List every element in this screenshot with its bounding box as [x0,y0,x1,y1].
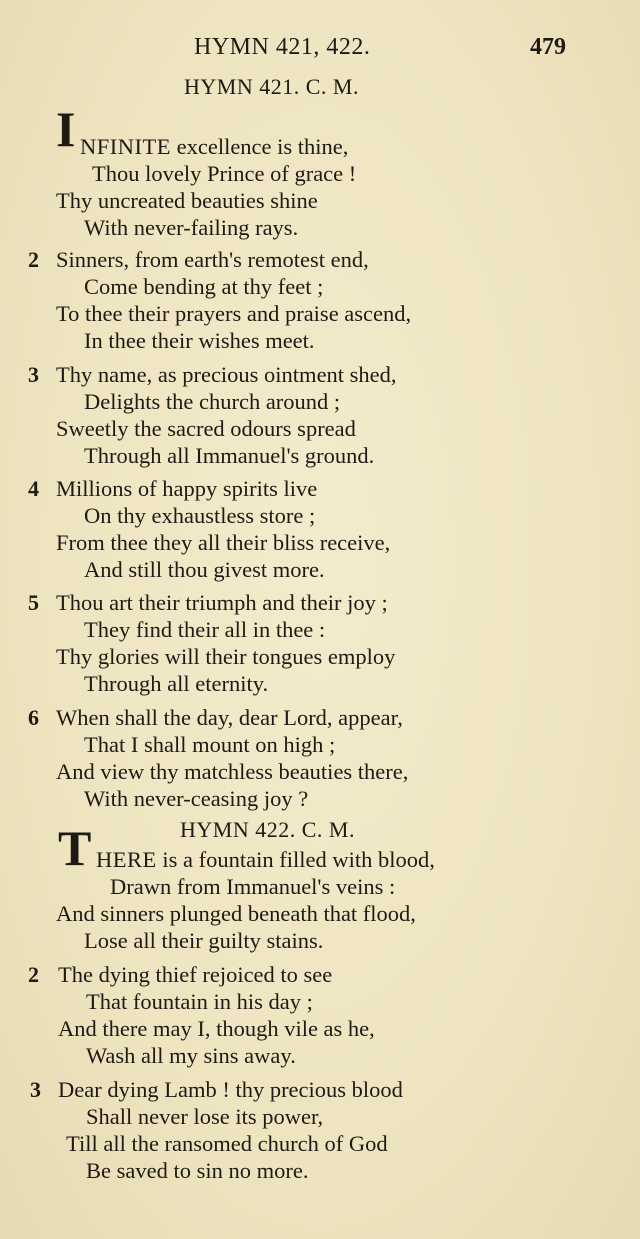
verse-line: That fountain in his day ; [86,989,313,1014]
drop-cap: T [58,820,92,876]
verse-number: 5 [28,590,39,615]
verse-line: With never-failing rays. [84,215,299,240]
running-head [0,34,640,64]
verse-line: To thee their prayers and praise ascend, [56,301,412,326]
verse-line: Thou lovely Prince of grace ! [92,161,357,186]
verse-line: And still thou givest more. [84,557,325,582]
verse-line: HERE is a fountain filled with blood, [96,847,435,872]
verse-line: When shall the day, dear Lord, appear, [56,705,403,730]
verse-line: Thy name, as precious ointment shed, [56,362,397,387]
verse-line: And view thy matchless beauties there, [56,759,409,784]
verse-line: Lose all their guilty stains. [84,928,324,953]
verse-line: Thou art their triumph and their joy ; [56,590,388,615]
verse-line: Through all Immanuel's ground. [84,443,375,468]
verse-line: Dear dying Lamb ! thy precious blood [58,1077,403,1102]
verse-line: They find their all in thee : [84,617,326,642]
first-word-caps: HERE [96,847,157,872]
verse-line: Delights the church around ; [84,389,341,414]
verse-line: That I shall mount on high ; [84,732,336,757]
verse-number: 2 [28,962,39,987]
verse-line: Shall never lose its power, [86,1104,324,1129]
verse-number: 6 [28,705,39,730]
verse-line: And sinners plunged beneath that flood, [56,901,416,926]
drop-cap: I [56,101,76,157]
verse-number: 4 [28,476,39,501]
verse-line: Till all the ransomed church of God [66,1131,388,1156]
verse-line: Drawn from Immanuel's veins : [110,874,396,899]
hymn-title: HYMN 421. C. M. [184,74,359,99]
verse-number: 3 [30,1077,41,1102]
verse-line: And there may I, though vile as he, [58,1016,375,1041]
first-word-caps: NFINITE [80,134,171,159]
verse-line: Millions of happy spirits live [56,476,318,501]
verse-line: Sweetly the sacred odours spread [56,416,356,441]
page-number: 479 [530,34,566,60]
verse-line: Be saved to sin no more. [86,1158,309,1183]
verse-line: With never-ceasing joy ? [84,786,309,811]
verse-line: From thee they all their bliss receive, [56,530,391,555]
verse-line: Through all eternity. [84,671,269,696]
verse-number: 3 [28,362,39,387]
verse-line: On thy exhaustless store ; [84,503,316,528]
verse-line: NFINITE excellence is thine, [80,134,349,159]
verse-line: Wash all my sins away. [86,1043,296,1068]
verse-line: The dying thief rejoiced to see [58,962,333,987]
verse-line: Sinners, from earth's remotest end, [56,247,369,272]
verse-number: 2 [28,247,39,272]
verse-line: Come bending at thy feet ; [84,274,324,299]
verse-line: In thee their wishes meet. [84,328,315,353]
verse-line: Thy glories will their tongues employ [56,644,396,669]
hymn-title: HYMN 422. C. M. [180,817,355,842]
running-title: HYMN 421, 422. [194,34,371,60]
verse-line: Thy uncreated beauties shine [56,188,318,213]
